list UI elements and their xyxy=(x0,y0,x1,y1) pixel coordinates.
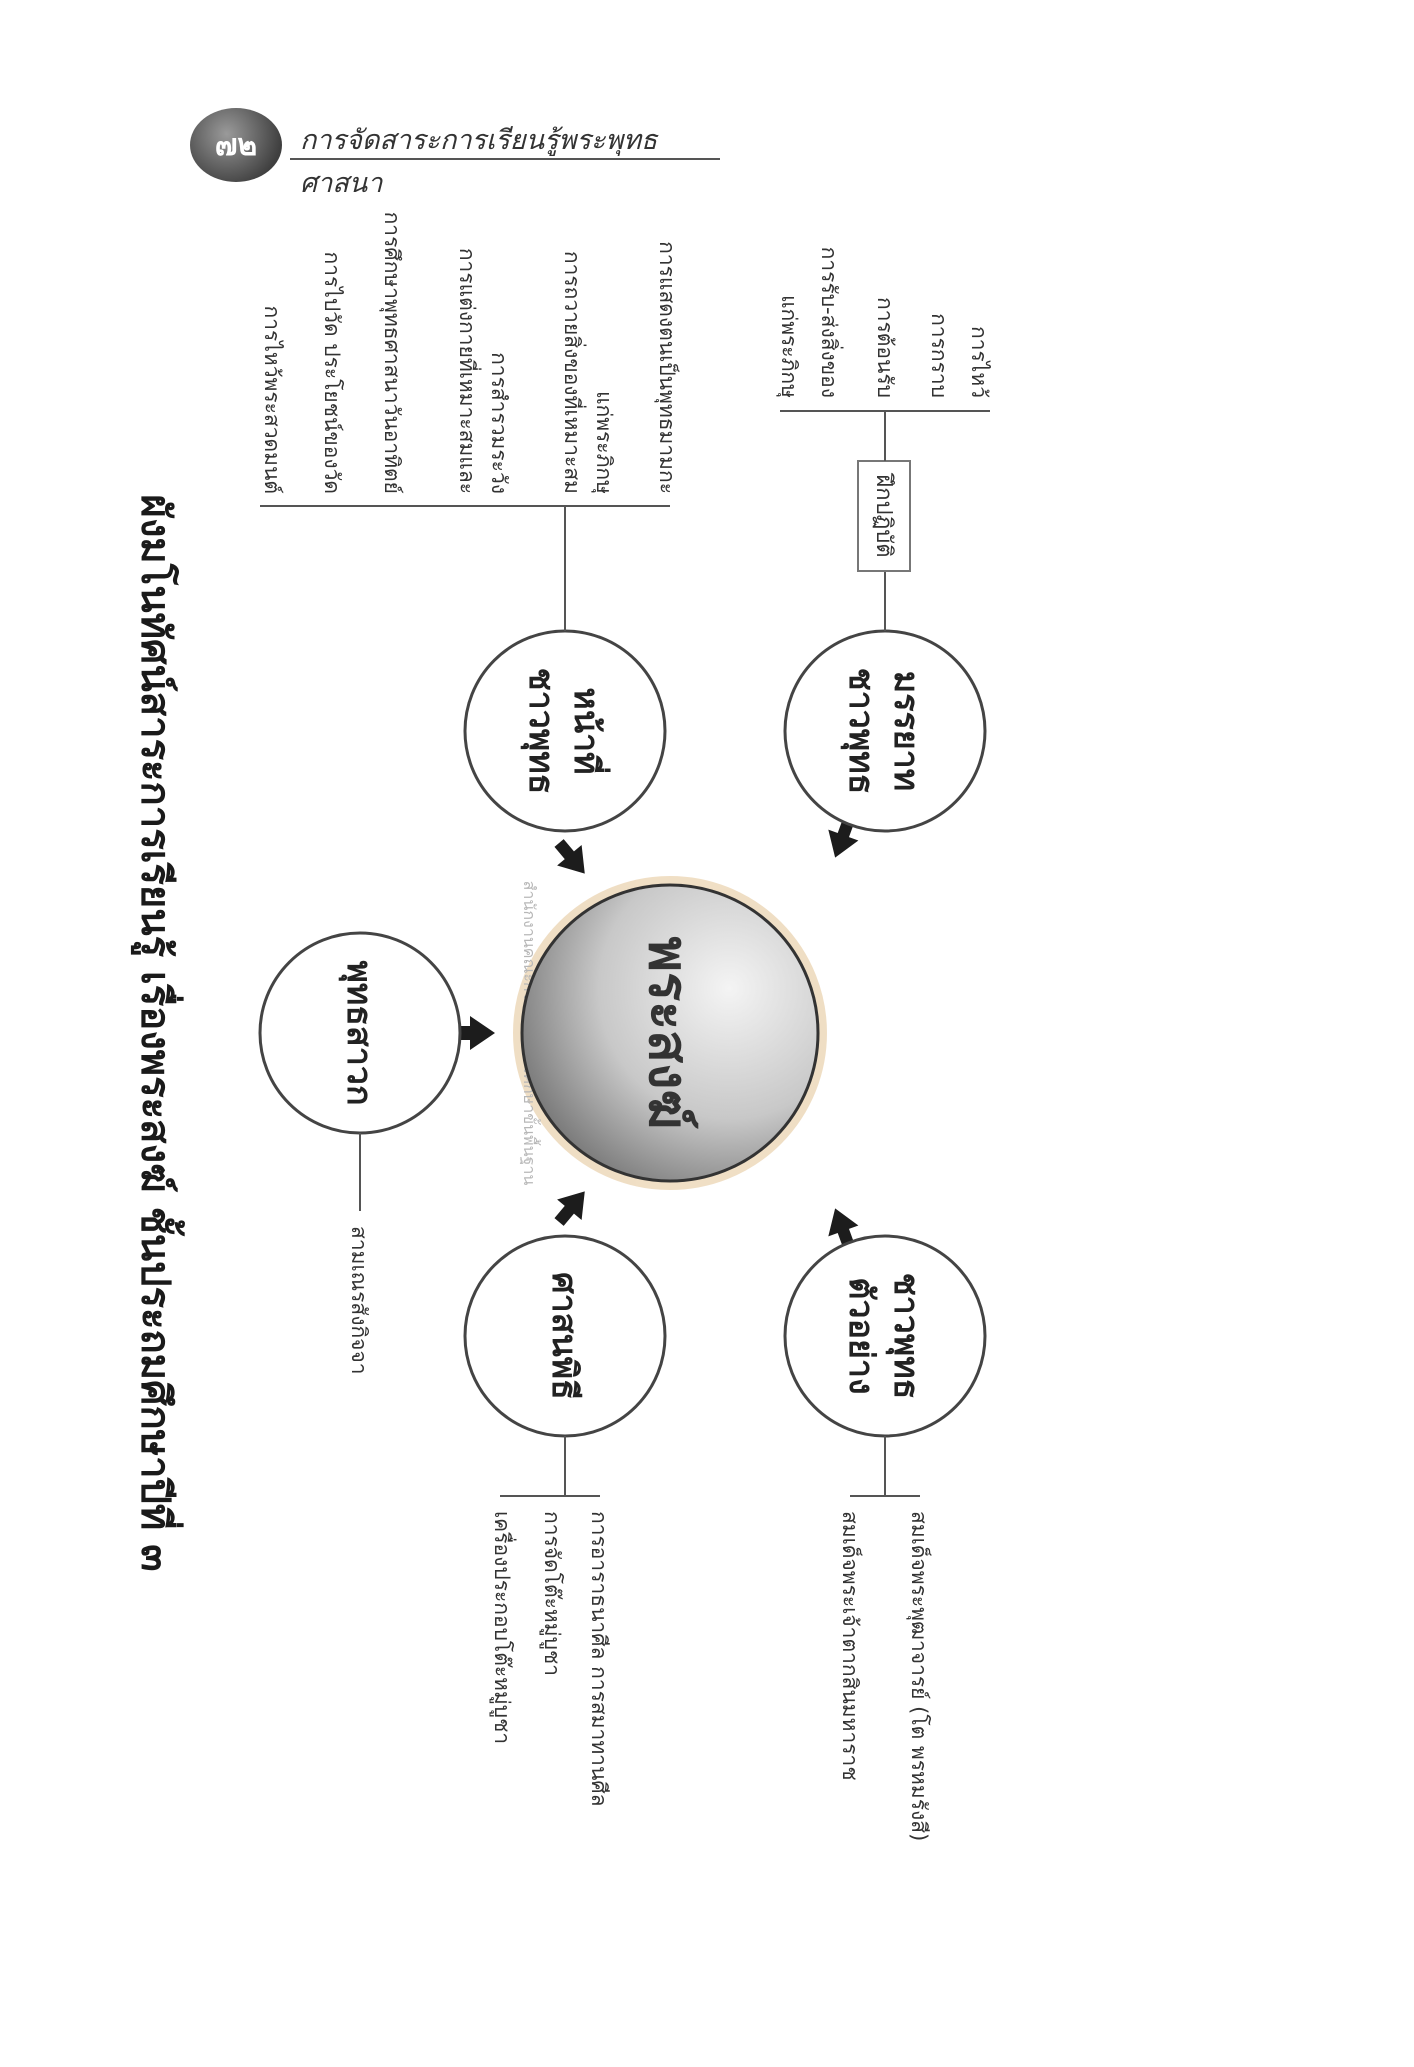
model-item-0: สมเด็จพระพุฒาจารย์ (โต พรหมรังสี) xyxy=(907,1511,931,1842)
node-model-buddhists xyxy=(785,1236,985,1841)
page-title xyxy=(131,494,185,1571)
model-item-1: สมเด็จพระเจ้าตากสินมหาราช xyxy=(838,1511,862,1781)
arrow-from-rites xyxy=(547,1181,597,1232)
etiquette-label-line-1: ชาวพุทธ xyxy=(841,667,881,795)
rites-item-0: การอาราธนาศีล การสมาทานศีล xyxy=(587,1511,611,1807)
practice-label: ฝึกปฏิบัติ xyxy=(871,474,896,558)
node-buddhist-duties xyxy=(260,212,681,831)
diagram-title: ผังมโนทัศน์สาระการเรียนรู้ เรื่องพระสงฆ์ ชั้นประถมศึกษาปีที่ ๓ xyxy=(132,494,178,1572)
duties-item-0: การไหว้พระสวดมนต์ xyxy=(260,305,284,494)
node-buddhist-etiquette xyxy=(776,247,991,831)
node-buddha-disciples xyxy=(260,933,460,1375)
duties-item-7: การแสดงตนเป็นพุทธมามกะ xyxy=(655,241,679,494)
duties-item-2: การศึกษาพุทธศาสนาวันอาทิตย์ xyxy=(380,211,404,494)
etiquette-item-1: การกราบ xyxy=(927,313,951,398)
model-circle xyxy=(785,1236,985,1436)
rites-item-2: เครื่องประกอบโต๊ะหมู่บูชา xyxy=(490,1511,514,1745)
disciples-item-0: สามเณรสังกิจจา xyxy=(347,1226,371,1375)
etiquette-label-line-0: มรรยาท xyxy=(886,670,926,792)
node-religious-rites xyxy=(465,1236,665,1807)
model-label-line-0: ชาวพุทธ xyxy=(886,1272,926,1400)
duties-label-line-0: หน้าที่ xyxy=(566,687,606,775)
page-number-badge: ๗๒ xyxy=(190,108,282,182)
duties-label-line-1: ชาวพุทธ xyxy=(521,667,561,795)
disciples-label: พุทธสาวก xyxy=(339,960,379,1106)
duties-item-3: การแต่งกายที่เหมาะสมและ xyxy=(455,247,479,494)
rites-item-1: การจัดโต๊ะหมู่บูชา xyxy=(540,1511,564,1676)
etiquette-item-4: แก่พระภิกษุ xyxy=(777,294,801,398)
duties-item-6: แก่พระภิกษุ xyxy=(592,390,616,494)
center-node xyxy=(522,885,818,1181)
book-title: การจัดสาระการเรียนรู้พระพุทธศาสนา xyxy=(300,125,658,199)
duties-circle xyxy=(465,631,665,831)
model-label-line-1: ตัวอย่าง xyxy=(841,1277,881,1395)
etiquette-item-0: การไหว้ xyxy=(967,326,991,398)
rites-label: ศาสนพิธี xyxy=(544,1272,584,1400)
arrow-from-duties xyxy=(547,833,597,884)
duties-item-5: การถวายสิ่งของที่เหมาะสม xyxy=(560,250,584,494)
etiquette-item-3: การรับ-ส่งสิ่งของ xyxy=(817,246,841,398)
duties-item-1: การไปวัด ประโยชน์ของวัด xyxy=(320,251,344,494)
duties-item-4: การสำรวมระวัง xyxy=(487,352,511,494)
etiquette-circle xyxy=(785,631,985,831)
etiquette-item-2: การต้อนรับ xyxy=(873,296,897,398)
center-label: พระสงฆ์ xyxy=(637,936,700,1130)
